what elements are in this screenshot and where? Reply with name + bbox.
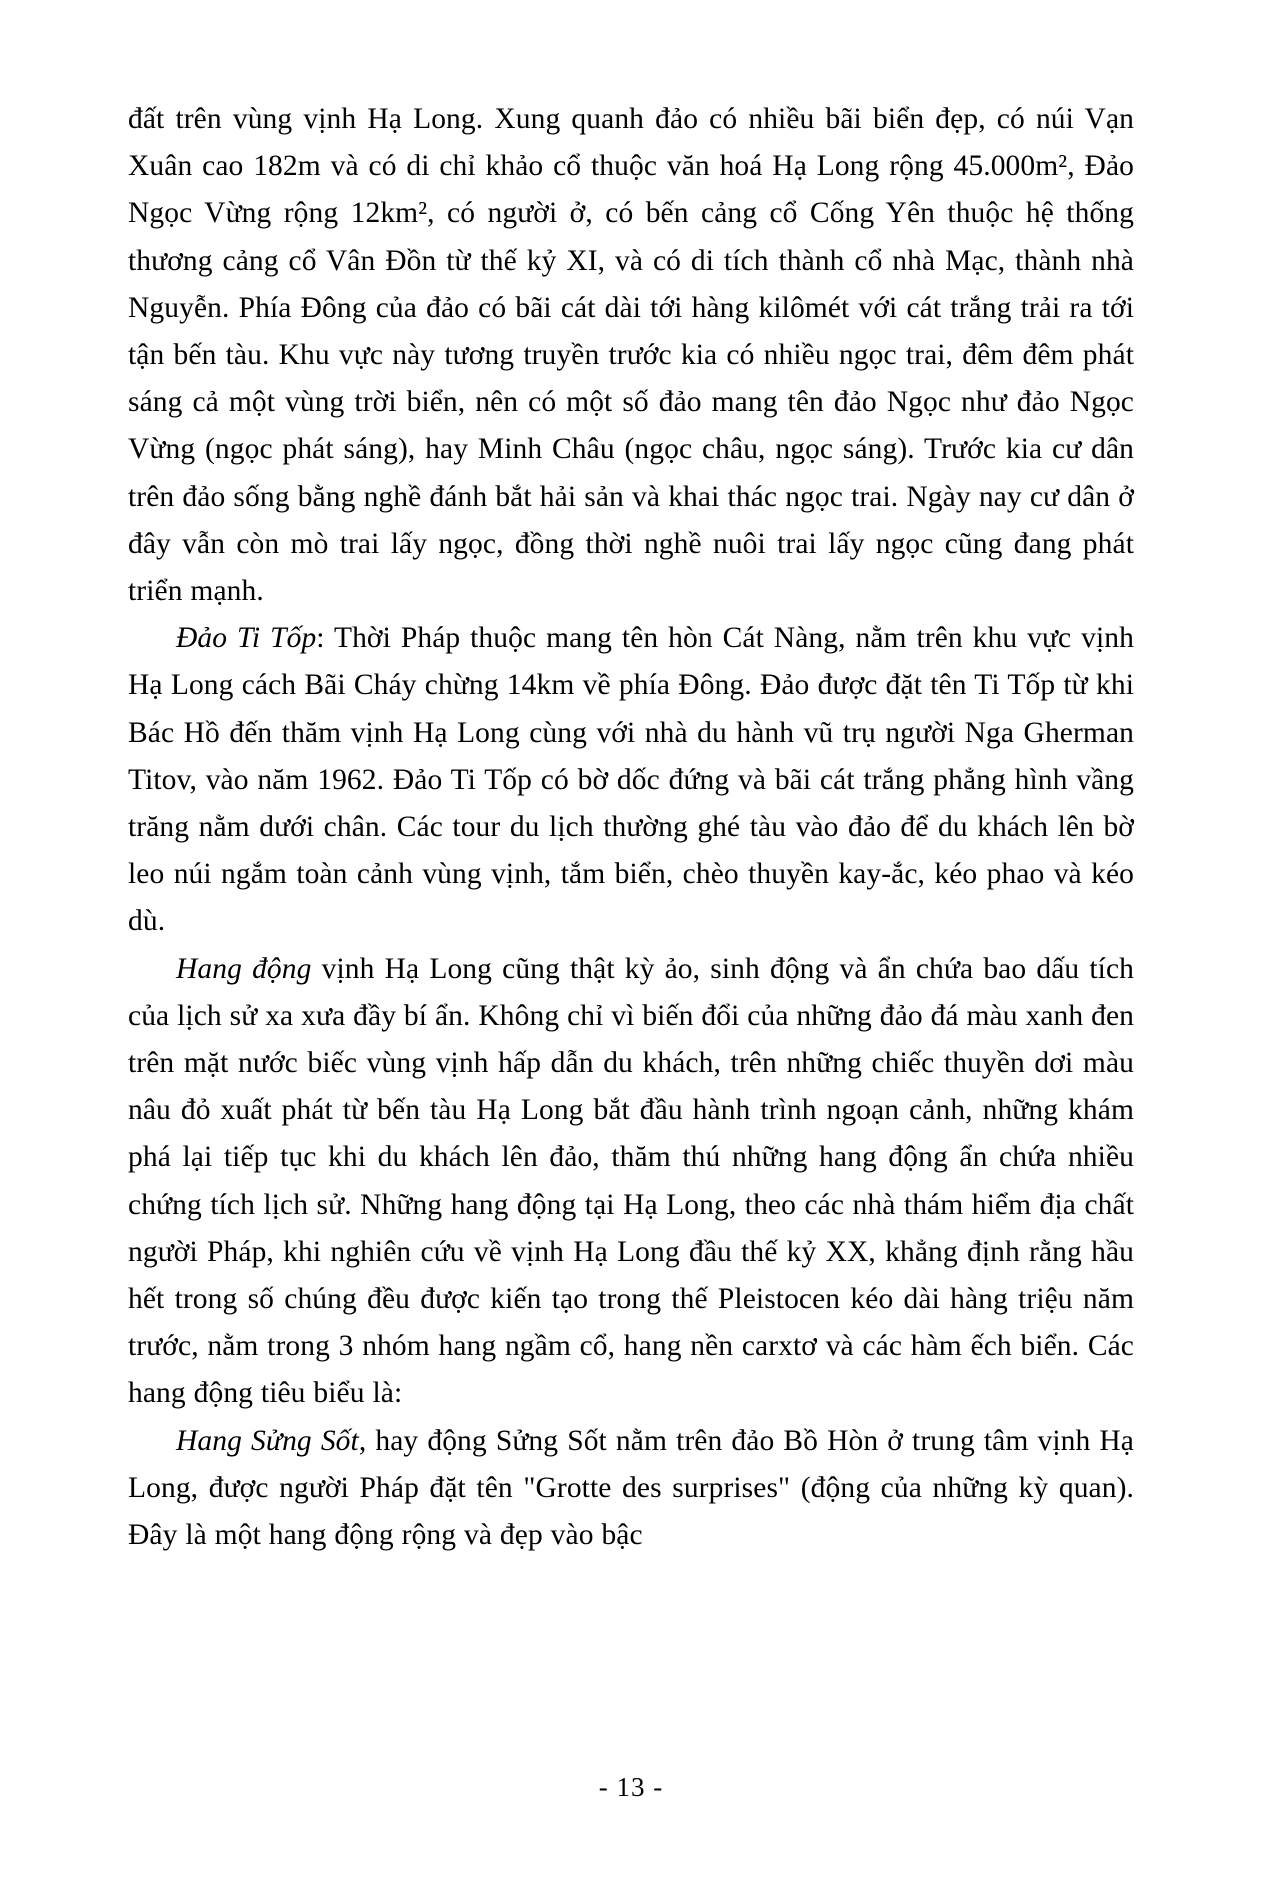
term-hang-dong: Hang động [176,952,312,985]
paragraph-text: : Thời Pháp thuộc mang tên hòn Cát Nàng, nằm trên khu vực vịnh Hạ Long cách Bãi Cháy chừng 14km về phía Đông. Đảo được đặt tên Ti Tốp từ khi Bác Hồ đến thăm vịnh Hạ Long cùng với nhà du hành vũ trụ người Nga Gherman Titov, vào năm 1962. Đảo Ti Tốp có bờ dốc đứng và bãi cát trắng phẳng hình vầng trăng nằm dưới chân. Các tour du lịch thường ghé tàu vào đảo để du khách lên bờ leo núi ngắm toàn cảnh vùng vịnh, tắm biển, chèo thuyền kay-ắc, kéo phao và kéo dù. [128,622,1134,938]
paragraph-text: , hay động Sửng Sốt nằm trên đảo Bồ Hòn ở trung tâm vịnh Hạ Long, được người Pháp đặt tên "Grotte des surprises" (động của những kỳ quan). Đây là một hang động rộng và đẹp vào bậc [128,1424,1134,1552]
page-body [128,96,1134,1559]
paragraph-hang-sung-sot [128,1418,1134,1560]
paragraph-continued [128,96,1134,615]
term-hang-sung-sot: Hang Sửng Sốt [176,1424,359,1457]
paragraph-text: vịnh Hạ Long cũng thật kỳ ảo, sinh động và ẩn chứa bao dấu tích của lịch sử xa xưa đầy bí ẩn. Không chỉ vì biến đổi của những đảo đá màu xanh đen trên mặt nước biếc vùng vịnh hấp dẫn du khách, trên những chiếc thuyền dơi màu nâu đỏ xuất phát từ bến tàu Hạ Long bắt đầu hành trình ngoạn cảnh, những khám phá lại tiếp tục khi du khách lên đảo, thăm thú những hang động ẩn chứa nhiều chứng tích lịch sử. Những hang động tại Hạ Long, theo các nhà thám hiểm địa chất người Pháp, khi nghiên cứu về vịnh Hạ Long đầu thế kỷ XX, khẳng định rằng hầu hết trong số chúng đều được kiến tạo trong thế Pleistocen kéo dài hàng triệu năm trước, nằm trong 3 nhóm hang ngầm cổ, hang nền carxtơ và các hàm ếch biển. Các hang động tiêu biểu là: [128,952,1134,1410]
page-number: - 13 - [598,1772,664,1802]
paragraph-text: đất trên vùng vịnh Hạ Long. Xung quanh đảo có nhiều bãi biển đẹp, có núi Vạn Xuân cao 182m và có di chỉ khảo cổ thuộc văn hoá Hạ Long rộng 45.000m², Đảo Ngọc Vừng rộng 12km², có người ở, có bến cảng cổ Cống Yên thuộc hệ thống thương cảng cổ Vân Đồn từ thế kỷ XI, và có di tích thành cổ nhà Mạc, thành nhà Nguyễn. Phía Đông của đảo có bãi cát dài tới hàng kilômét với cát trắng trải ra tới tận bến tàu. Khu vực này tương truyền trước kia có nhiều ngọc trai, đêm đêm phát sáng cả một vùng trời biển, nên có một số đảo mang tên đảo Ngọc như đảo Ngọc Vừng (ngọc phát sáng), hay Minh Châu (ngọc châu, ngọc sáng). Trước kia cư dân trên đảo sống bằng nghề đánh bắt hải sản và khai thác ngọc trai. Ngày nay cư dân ở đây vẫn còn mò trai lấy ngọc, đồng thời nghề nuôi trai lấy ngọc cũng đang phát triển mạnh. [128,103,1134,608]
paragraph-hang-dong [128,946,1134,1418]
term-dao-ti-top: Đảo Ti Tốp [176,622,317,655]
paragraph-dao-ti-top [128,615,1134,945]
